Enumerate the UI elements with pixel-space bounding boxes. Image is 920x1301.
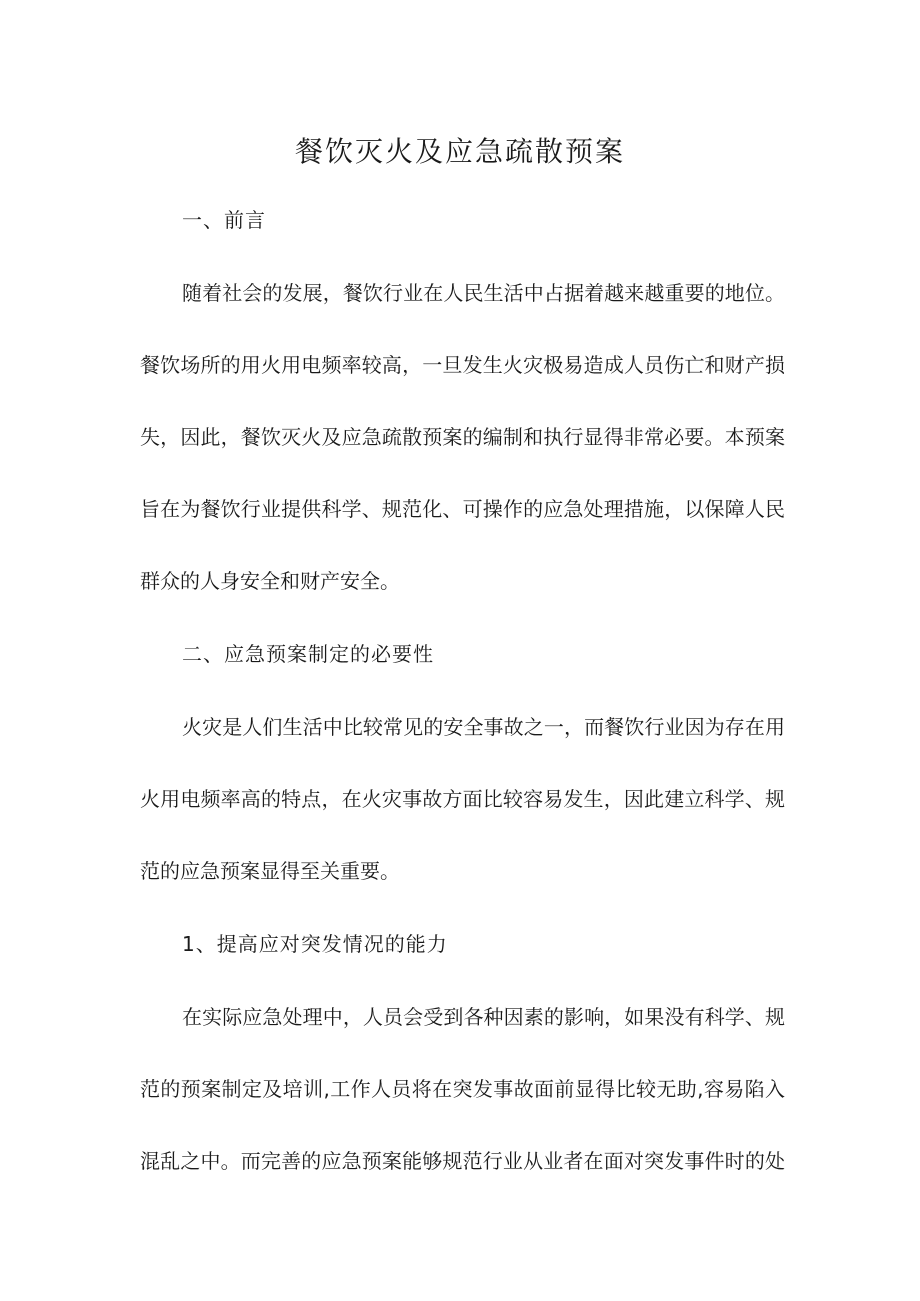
paragraph-line: 范的应急预案显得至关重要。 <box>140 859 400 883</box>
section-heading-preface: 一、前言 <box>182 208 266 232</box>
paragraph-line: 失，因此，餐饮灭火及应急疏散预案的编制和执行显得非常必要。本预案 <box>140 425 785 449</box>
paragraph-line: 火用电频率高的特点，在火灾事故方面比较容易发生，因此建立科学、规 <box>140 787 785 811</box>
section-heading-necessity: 二、应急预案制定的必要性 <box>182 642 434 666</box>
paragraph-line: 范的预案制定及培训,工作人员将在突发事故面前显得比较无助,容易陷入 <box>140 1077 785 1101</box>
paragraph-line: 混乱之中。而完善的应急预案能够规范行业从业者在面对突发事件时的处 <box>140 1149 785 1173</box>
paragraph-line: 在实际应急处理中，人员会受到各种因素的影响，如果没有科学、规 <box>182 1005 785 1029</box>
paragraph-line: 旨在为餐饮行业提供科学、规范化、可操作的应急处理措施，以保障人民 <box>140 497 785 521</box>
paragraph-line: 群众的人身安全和财产安全。 <box>140 569 400 593</box>
subsection-heading-ability: 1、提高应对突发情况的能力 <box>182 932 448 956</box>
paragraph-line: 火灾是人们生活中比较常见的安全事故之一，而餐饮行业因为存在用 <box>182 715 785 739</box>
document-title: 餐饮灭火及应急疏散预案 <box>294 135 625 168</box>
paragraph-line: 随着社会的发展，餐饮行业在人民生活中占据着越来越重要的地位。 <box>182 281 785 305</box>
paragraph-line: 餐饮场所的用火用电频率较高，一旦发生火灾极易造成人员伤亡和财产损 <box>140 353 785 377</box>
